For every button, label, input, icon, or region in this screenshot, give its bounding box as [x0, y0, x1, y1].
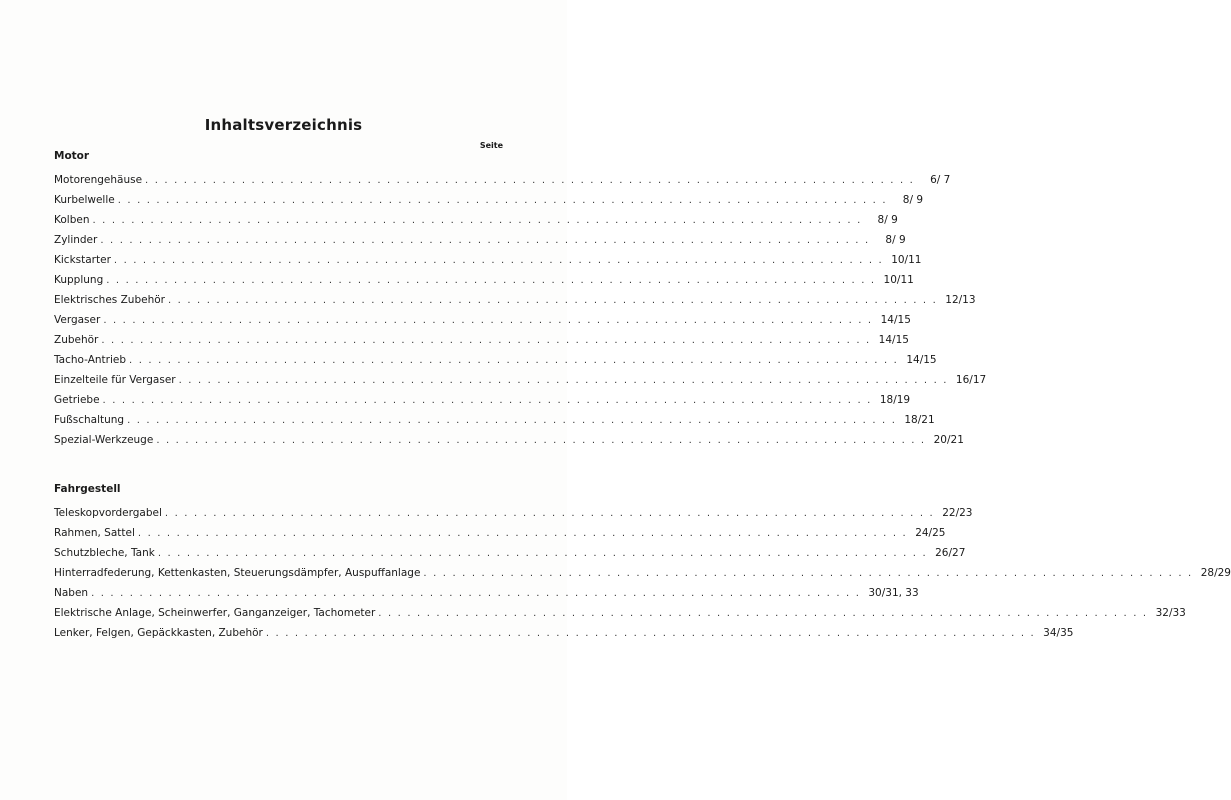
- toc-entry-label: Fußschaltung: [54, 414, 125, 426]
- toc-entry: [54, 567, 1231, 587]
- toc-entry: [54, 194, 924, 214]
- dot-leader: ................................................................................: [92, 215, 867, 226]
- dot-leader: ................................................................................: [157, 548, 933, 559]
- dot-leader: ................................................................................: [156, 435, 931, 446]
- toc-entry-page: 8/ 9: [902, 194, 924, 206]
- page-column-header: Seite: [479, 141, 503, 150]
- toc-entry-page: 28/29: [1200, 567, 1231, 579]
- toc-entry: [54, 527, 946, 547]
- toc-entry-label: Einzelteile für Vergaser: [54, 374, 176, 386]
- toc-entry: [54, 234, 906, 254]
- dot-leader: ................................................................................: [103, 315, 878, 326]
- toc-entry: [54, 314, 911, 334]
- dot-leader: ................................................................................: [102, 395, 877, 406]
- toc-entry-label: Zubehör: [54, 334, 99, 346]
- dot-leader: ................................................................................: [129, 355, 904, 366]
- toc-entry-label: Spezial-Werkzeuge: [54, 434, 154, 446]
- toc-entry-label: Tacho-Antrieb: [54, 354, 127, 366]
- toc-entry-label: Kurbelwelle: [54, 194, 115, 206]
- toc-entry: [54, 174, 951, 194]
- toc-entry-page: 34/35: [1043, 627, 1074, 639]
- toc-entry: [54, 294, 976, 314]
- toc-entry-page: 8/ 9: [885, 234, 906, 246]
- toc-entry-page: 30/31, 33: [868, 587, 919, 599]
- page-title: Inhaltsverzeichnis: [204, 116, 363, 134]
- toc-entry-label: Zylinder: [54, 234, 98, 246]
- toc-entry-page: 26/27: [935, 547, 966, 559]
- toc-entry-page: 10/11: [891, 254, 922, 266]
- toc-entry-page: 10/11: [883, 274, 914, 286]
- dot-leader: ................................................................................: [91, 588, 866, 599]
- toc-entry-page: 24/25: [915, 527, 946, 539]
- dot-leader: ................................................................................: [113, 255, 889, 266]
- toc-entry: [54, 627, 1074, 647]
- toc-entry: [54, 334, 909, 354]
- dot-leader: ................................................................................: [265, 628, 1041, 639]
- toc-entry: [54, 394, 911, 414]
- section-heading-motor: Motor: [54, 150, 90, 162]
- toc-entry: [54, 547, 966, 567]
- dot-leader: ................................................................................: [378, 608, 1153, 619]
- toc-entry-label: Motorengehäuse: [54, 174, 143, 186]
- toc-entry: [54, 254, 922, 274]
- toc-entry-page: 14/15: [878, 334, 909, 346]
- toc-entry-page: 6/ 7: [930, 174, 951, 186]
- toc-entry-page: 8/ 9: [877, 214, 898, 226]
- toc-entry-page: 14/15: [906, 354, 937, 366]
- dot-leader: ................................................................................: [137, 528, 913, 539]
- toc-entry: [54, 507, 973, 527]
- toc-entry-label: Elektrisches Zubehör: [54, 294, 165, 306]
- dot-leader: ................................................................................: [106, 275, 881, 286]
- toc-entry: [54, 587, 919, 607]
- dot-leader: ................................................................................: [117, 195, 893, 206]
- dot-leader: ................................................................................: [100, 235, 875, 246]
- toc-list-fahrgestell: [54, 507, 1231, 647]
- toc-entry-label: Kickstarter: [54, 254, 111, 266]
- toc-entry-label: Vergaser: [54, 314, 101, 326]
- section-heading-fahrgestell: Fahrgestell: [54, 483, 121, 495]
- toc-entry: [54, 274, 914, 294]
- dot-leader: ................................................................................: [164, 508, 940, 519]
- toc-entry-page: 18/19: [879, 394, 911, 406]
- toc-entry: [54, 414, 935, 434]
- dot-leader: ................................................................................: [127, 415, 902, 426]
- toc-entry-label: Lenker, Felgen, Gepäckkasten, Zubehör: [54, 627, 263, 639]
- toc-entry-label: Kolben: [54, 214, 90, 226]
- toc-entry-page: 20/21: [933, 434, 964, 446]
- toc-entry-page: 12/13: [945, 294, 976, 306]
- toc-entry: [54, 214, 898, 234]
- dot-leader: ................................................................................: [145, 175, 920, 186]
- toc-entry-label: Rahmen, Sattel: [54, 527, 135, 539]
- dot-leader: ................................................................................: [167, 295, 943, 306]
- dot-leader: ................................................................................: [423, 568, 1198, 579]
- toc-entry-page: 14/15: [880, 314, 911, 326]
- toc-entry: [54, 607, 1186, 627]
- toc-entry-page: 32/33: [1155, 607, 1186, 619]
- toc-entry-label: Elektrische Anlage, Scheinwerfer, Ganganzeiger, Tachometer: [54, 607, 376, 619]
- toc-entry-page: 22/23: [942, 507, 973, 519]
- toc-entry-page: 16/17: [955, 374, 987, 386]
- toc-entry: [54, 374, 987, 394]
- toc-entry-label: Naben: [54, 587, 89, 599]
- toc-list-motor: [54, 174, 987, 454]
- toc-entry-label: Kupplung: [54, 274, 104, 286]
- dot-leader: ................................................................................: [178, 375, 953, 386]
- toc-entry: [54, 354, 937, 374]
- toc-entry-label: Schutzbleche, Tank: [54, 547, 155, 559]
- dot-leader: ................................................................................: [101, 335, 876, 346]
- toc-entry-label: Hinterradfederung, Kettenkasten, Steuerungsdämpfer, Auspuffanlage: [54, 567, 421, 579]
- toc-entry-page: 18/21: [904, 414, 935, 426]
- toc-entry-label: Getriebe: [54, 394, 100, 406]
- toc-entry-label: Teleskopvordergabel: [54, 507, 162, 519]
- toc-entry: [54, 434, 964, 454]
